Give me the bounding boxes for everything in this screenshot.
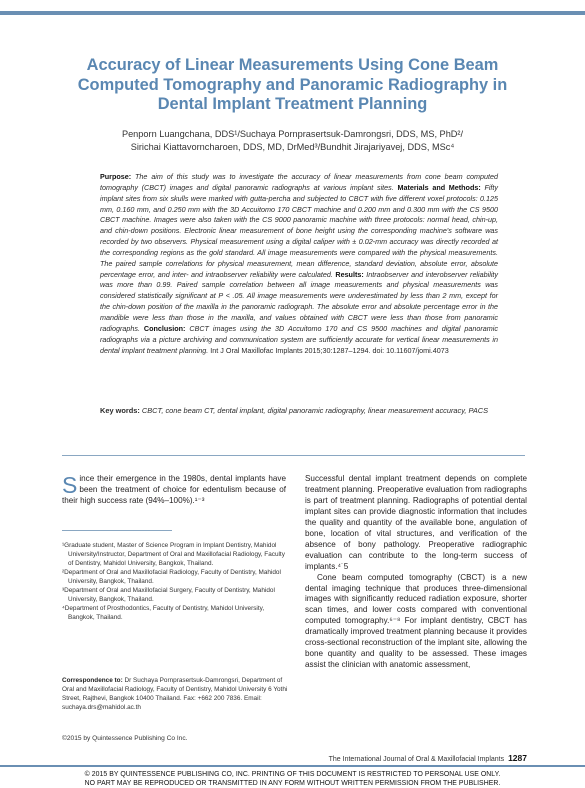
results-label: Results: bbox=[335, 269, 364, 279]
results-text: Intraobserver and interobserver reliability was more than 0.99. Paired sample correlation between all image measurements and physical measurements was considered statistically significant at P < .05. All image measurements were underestimated by less than 2 mm, except for the chin-down position of the maxilla in the panoramic radiograph. The absolute error and absolute percentage error in the mandible were less than those in the maxilla, and values obtained with CBCT were less than those from panoramic radiographs. bbox=[100, 269, 499, 333]
footnote-4: ⁴Department of Prosthodontics, Faculty of Dentistry, Mahidol University, Bangkok, Thailand. bbox=[62, 605, 265, 621]
abstract bbox=[100, 172, 498, 356]
affiliation-footnotes bbox=[62, 541, 290, 622]
keywords bbox=[100, 406, 498, 417]
methods-label: Materials and Methods: bbox=[397, 182, 481, 192]
dropcap: S bbox=[62, 472, 78, 498]
bottom-rule bbox=[0, 765, 585, 767]
citation: Int J Oral Maxillofac Implants 2015;30:1287–1294. doi: 10.11607/jomi.4073 bbox=[210, 345, 449, 355]
correspondence bbox=[62, 676, 290, 712]
body-paragraph-1: Successful dental implant treatment depends on complete treatment planning. Preoperative evaluation from radiographs is part of treatment planning. Radiographs of potential dental implant sites can provide diagnostic information that includes the quality and quantity of the available bone, angulation of bone, location of vital structures, and verification of the absence of bony pathology. Preoperative radiographic evaluation can contribute to the long-term success of implants.⁴˙5 bbox=[305, 474, 527, 571]
intro-column bbox=[62, 474, 286, 507]
copyright: ©2015 by Quintessence Publishing Co Inc. bbox=[62, 735, 188, 742]
footnote-rule bbox=[62, 530, 172, 531]
keywords-label: Key words: bbox=[100, 406, 140, 415]
notice-line-2: NO PART MAY BE REPRODUCED OR TRANSMITTED IN ANY FORM WITHOUT WRITTEN PERMISSION FROM THE PUBLISHER. bbox=[84, 780, 501, 787]
top-rule bbox=[0, 11, 585, 15]
journal-name: The International Journal of Oral & Maxillofacial Implants bbox=[328, 756, 505, 763]
intro-text: ince their emergence in the 1980s, dental implants have been the treatment of choice for edentulism because of their high success rate (94%–100%).¹⁻³ bbox=[62, 474, 286, 505]
author-line-1: Penporn Luangchana, DDS¹/Suchaya Pornprasertsuk-Damrongsri, DDS, MS, PhD²/ bbox=[121, 129, 464, 139]
copyright-notice bbox=[0, 770, 585, 788]
footnote-3: ³Department of Oral and Maxillofacial Surgery, Faculty of Dentistry, Mahidol University, Bangkok, Thailand. bbox=[62, 587, 275, 603]
article-title: Accuracy of Linear Measurements Using Cone Beam Computed Tomography and Panoramic Radiography in Dental Implant Treatment Planning bbox=[77, 56, 508, 114]
conclusion-text: CBCT images using the 3D Accuitomo 170 and CS 9500 machines and digital panoramic radiographs via a picture archiving and communication system are sufficiently accurate for vertical linear measurements in dental implant treatment planning. bbox=[100, 323, 498, 355]
page-footer bbox=[329, 753, 527, 763]
page-number: 1287 bbox=[508, 753, 527, 763]
conclusion-label: Conclusion: bbox=[143, 323, 186, 333]
section-divider bbox=[62, 455, 525, 456]
author-list bbox=[80, 128, 505, 153]
body-column-right bbox=[305, 474, 527, 671]
purpose-label: Purpose: bbox=[100, 172, 132, 181]
body-paragraph-2: Cone beam computed tomography (CBCT) is a new dental imaging technique that produces three-dimensional images with significantly reduced radiation exposure, shorter scan times, and lower costs compared with conventional computed tomography.⁶⁻⁸ For implant dentistry, CBCT has dramatically improved treatment planning because it provides cross-sectional reconstruction of the implant site, allowing the bone quantity and quality to be assessed. These images assist the clinician with anatomic assessment, bbox=[305, 572, 527, 670]
keywords-text: CBCT, cone beam CT, dental implant, digital panoramic radiography, linear measurement accuracy, PACS bbox=[141, 406, 489, 415]
methods-text: Fifty implant sites from six skulls were marked with gutta-percha and subjected to CBCT with five different voxel protocols: 0.125 mm, 0.160 mm, and 0.250 mm with the 3D Accuitomo 170 CBCT machine and 0.200 mm and 0.300 mm with the CS 9500 CBCT machine. Images were also taken with the CS 9000 panoramic machine with three protocols: normal head, chin-up, and chin-down positions. Electronic linear measurement of bone height using the corresponding machine's software was recorded by two observers. Physical measurement using a digital caliper with ± 0.02-mm accuracy was directly recorded at the corresponding regions as the gold standard. All image measurements were compared with the physical measurements. The paired sample correlations for physical measurement, mean difference, standard deviation, absolute error, absolute percentage error, and inter- and intraobserver reliability were calculated. bbox=[100, 182, 499, 279]
purpose-text: The aim of this study was to investigate the accuracy of linear measurements from cone beam computed tomography (CBCT) images and digital panoramic radiographs at various implant sites. bbox=[100, 172, 499, 192]
correspondence-text: Dr Suchaya Pornprasertsuk-Damrongsri, Department of Oral and Maxillofacial Radiology, Faculty of Dentistry, Mahidol University 6 Yothi Street, Rajthevi, Bangkok 10400 Thailand. Fax: +662 200 7836. Email: suchaya.drs@mahidol.ac.th bbox=[62, 677, 288, 711]
footnote-2: ²Department of Oral and Maxillofacial Radiology, Faculty of Dentistry, Mahidol University, Bangkok, Thailand. bbox=[62, 569, 281, 585]
notice-line-1: © 2015 BY QUINTESSENCE PUBLISHING CO, INC. PRINTING OF THIS DOCUMENT IS RESTRICTED TO PERSONAL USE ONLY. bbox=[84, 771, 501, 778]
author-line-2: Sirichai Kiattavorncharoen, DDS, MD, DrMed³/Bundhit Jirajariyavej, DDS, MSc⁴ bbox=[130, 141, 455, 152]
correspondence-label: Correspondence to: bbox=[62, 677, 123, 684]
footnote-1: ¹Graduate student, Master of Science Program in Implant Dentistry, Mahidol University/Instructor, Department of Oral and Maxillofacial Radiology, Faculty of Dentistry, Mahidol University, Bangkok, Thailand. bbox=[62, 542, 285, 567]
